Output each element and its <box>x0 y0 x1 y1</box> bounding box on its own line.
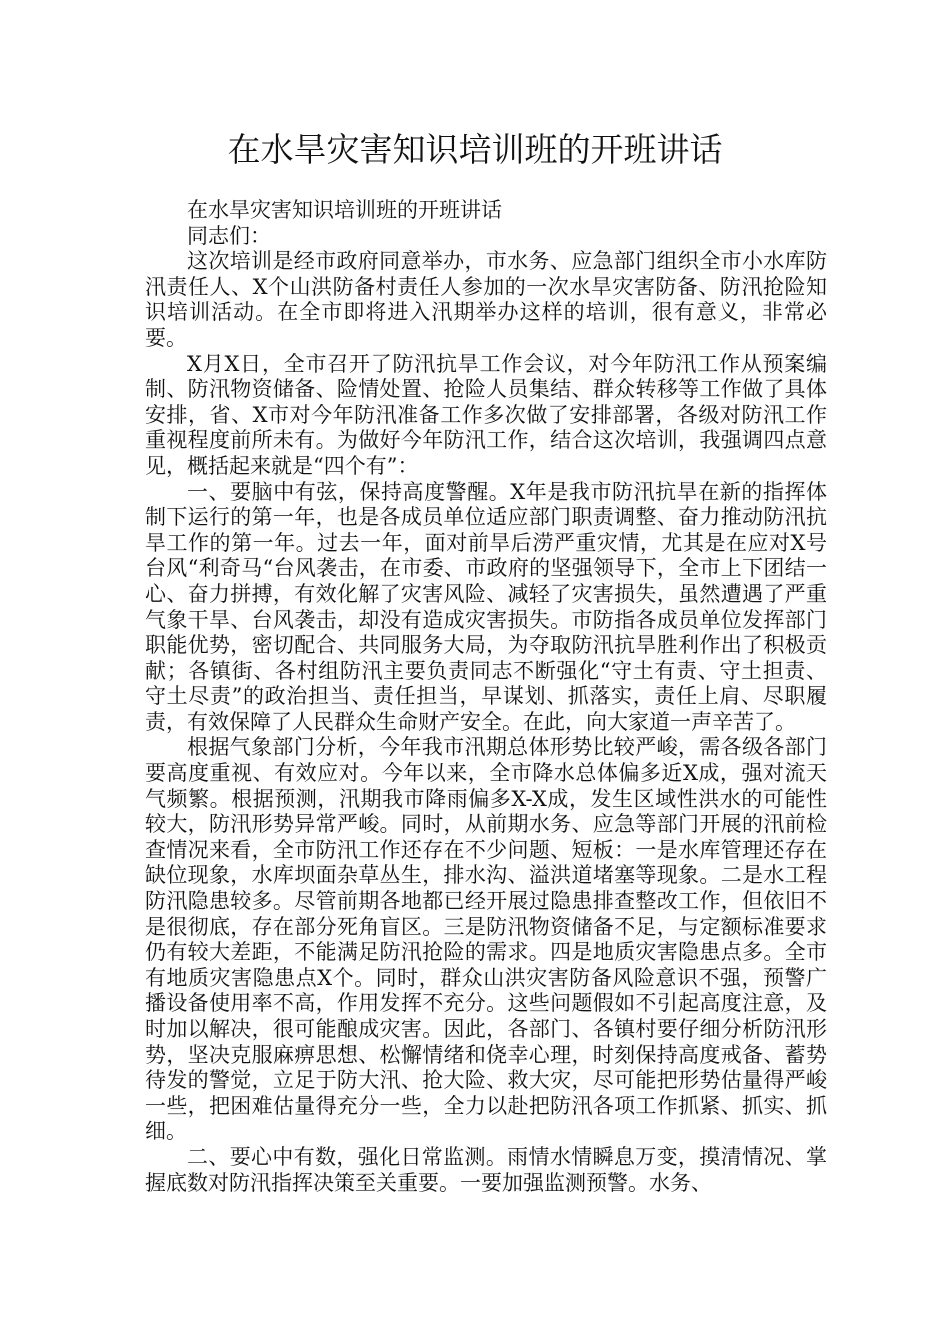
paragraph: 根据气象部门分析，今年我市汛期总体形势比较严峻，需各级各部门要高度重视、有效应对。今年以来，全市降水总体偏多近X成，强对流天气频繁。根据预测，汛期我市降雨偏多X-X成，发生区域性洪水的可能性较大，防汛形势异常严峻。同时，从前期水务、应急等部门开展的汛前检查情况来看，全市防汛工作还存在不少问题、短板：一是水库管理还存在缺位现象，水库坝面杂草丛生，排水沟、溢洪道堵塞等现象。二是水工程防汛隐患较多。尽管前期各地都已经开展过隐患排查整改工作，但依旧不是很彻底，存在部分死角盲区。三是防汛物资储备不足，与定额标准要求仍有较大差距，不能满足防汛抢险的需求。四是地质灾害隐患点多。全市有地质灾害隐患点X个。同时，群众山洪灾害防备风险意识不强，预警广播设备使用率不高，作用发挥不充分。这些问题假如不引起高度注意，及时加以解决，很可能酿成灾害。因此，各部门、各镇村要仔细分析防汛形势，坚决克服麻痹思想、松懈情绪和侥幸心理，时刻保持高度戒备、蓄势待发的警觉，立足于防大汛、抢大险、救大灾，尽可能把形势估量得严峻一些，把困难估量得充分一些，全力以赴把防汛各项工作抓紧、抓实、抓细。 <box>145 735 827 1144</box>
document-subtitle: 在水旱灾害知识培训班的开班讲话 <box>187 198 502 222</box>
salutation: 同志们： <box>187 223 271 248</box>
paragraph: 这次培训是经市政府同意举办，市水务、应急部门组织全市小水库防汛责任人、X个山洪防备村责任人参加的一次水旱灾害防备、防汛抢险知识培训活动。在全市即将进入汛期举办这样的培训，很有意义，非常必要。 <box>145 249 827 350</box>
paragraph: 一、要脑中有弦，保持高度警醒。X年是我市防汛抗旱在新的指挥体制下运行的第一年，也是各成员单位适应部门职责调整、奋力推动防汛抗旱工作的第一年。过去一年，面对前旱后涝严重灾情，尤其是在应对X号台风“利奇马“台风袭击，在市委、市政府的坚强领导下，全市上下团结一心、奋力拼搏，有效化解了灾害风险、减轻了灾害损失，虽然遭遇了严重气象干旱、台风袭击，却没有造成灾害损失。市防指各成员单位发挥部门职能优势，密切配合、共同服务大局，为夺取防汛抗旱胜利作出了积极贡献；各镇街、各村组防汛主要负责同志不断强化“守土有责、守土担责、守土尽责”的政治担当、责任担当，早谋划、抓落实，责任上肩、尽职履责，有效保障了人民群众生命财产安全。在此，向大家道一声辛苦了。 <box>145 479 827 734</box>
document-title: 在水旱灾害知识培训班的开班讲话 <box>227 130 723 169</box>
document-body <box>145 198 827 1196</box>
paragraph: X月X日，全市召开了防汛抗旱工作会议，对今年防汛工作从预案编制、防汛物资储备、险情处置、抢险人员集结、群众转移等工作做了具体安排，省、X市对今年防汛准备工作多次做了安排部署，各级对防汛工作重视程度前所未有。为做好今年防汛工作，结合这次培训，我强调四点意见，概括起来就是“四个有”： <box>145 351 827 478</box>
paragraph: 二、要心中有数，强化日常监测。雨情水情瞬息万变，摸清情况、掌握底数对防汛指挥决策至关重要。一要加强监测预警。水务、 <box>145 1144 827 1195</box>
